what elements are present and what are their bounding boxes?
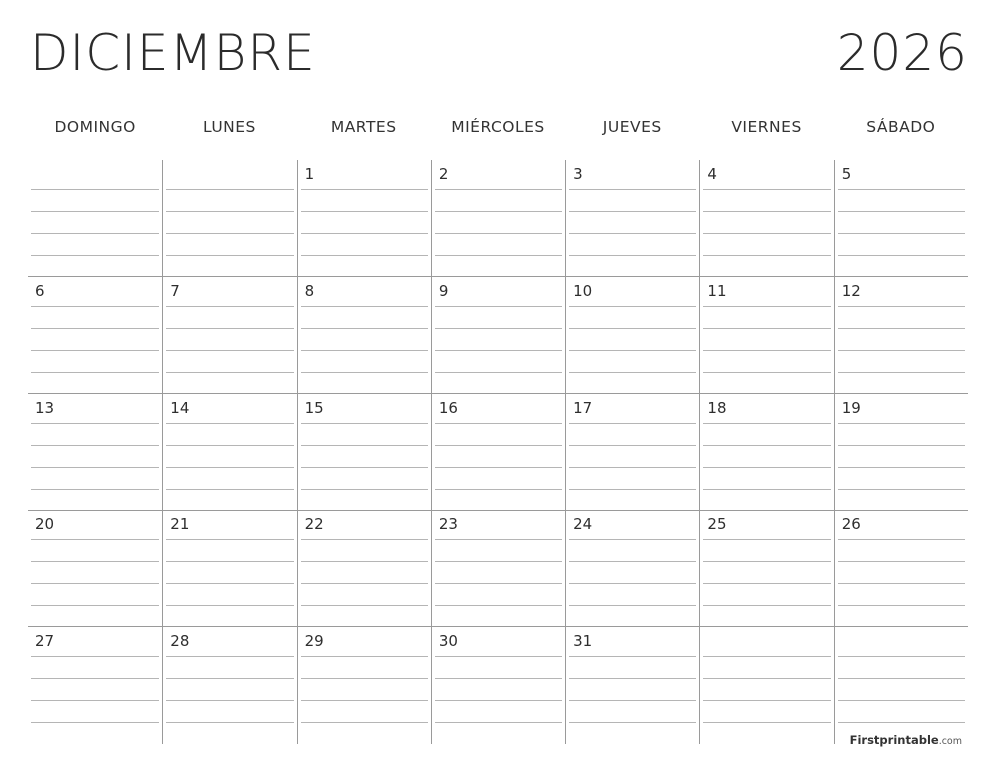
writing-line xyxy=(703,700,830,701)
day-cell xyxy=(28,277,162,394)
writing-line xyxy=(301,328,428,329)
writing-line xyxy=(31,445,159,446)
day-cell xyxy=(162,510,296,627)
writing-line xyxy=(435,583,562,584)
writing-line xyxy=(301,211,428,212)
writing-line xyxy=(703,255,830,256)
day-number: 20 xyxy=(35,515,55,534)
writing-line xyxy=(838,539,965,540)
day-number: 8 xyxy=(304,281,315,300)
writing-line xyxy=(435,211,562,212)
writing-line xyxy=(435,255,562,256)
day-cell xyxy=(28,510,162,627)
day-number: 23 xyxy=(438,515,458,534)
day-number: 29 xyxy=(304,632,324,651)
writing-line xyxy=(31,255,159,256)
writing-line xyxy=(569,211,696,212)
writing-line xyxy=(838,678,965,679)
writing-line xyxy=(838,372,965,373)
day-cell xyxy=(431,627,565,744)
writing-line xyxy=(838,423,965,424)
day-number: 13 xyxy=(35,398,55,417)
weekday-monday: LUNES xyxy=(202,118,256,136)
writing-line xyxy=(166,700,293,701)
writing-line xyxy=(703,561,830,562)
day-cell xyxy=(565,160,699,277)
day-number: 6 xyxy=(35,281,45,300)
writing-line xyxy=(435,189,562,190)
writing-line xyxy=(31,211,159,212)
brand-logo xyxy=(850,733,962,747)
day-number: 21 xyxy=(170,515,190,534)
writing-line xyxy=(435,328,562,329)
writing-line xyxy=(435,678,562,679)
writing-line xyxy=(838,583,965,584)
writing-line xyxy=(166,583,293,584)
day-cell xyxy=(565,277,699,394)
writing-line xyxy=(301,678,428,679)
day-number: 16 xyxy=(438,398,458,417)
writing-line xyxy=(166,539,293,540)
calendar-grid xyxy=(28,160,968,744)
writing-line xyxy=(569,678,696,679)
weekday-header xyxy=(28,118,968,142)
day-cell xyxy=(699,160,833,277)
brand-domain: .com xyxy=(938,736,962,747)
writing-line xyxy=(838,211,965,212)
writing-line xyxy=(301,583,428,584)
writing-line xyxy=(435,233,562,234)
writing-line xyxy=(838,700,965,701)
writing-line xyxy=(838,489,965,490)
day-cell xyxy=(699,394,833,511)
writing-line xyxy=(31,350,159,351)
day-number: 27 xyxy=(35,632,55,651)
day-cell xyxy=(28,394,162,511)
day-cell xyxy=(431,510,565,627)
writing-line xyxy=(435,445,562,446)
writing-line xyxy=(166,189,293,190)
writing-line xyxy=(435,423,562,424)
writing-line xyxy=(838,306,965,307)
day-number: 26 xyxy=(841,515,861,534)
writing-line xyxy=(435,372,562,373)
writing-line xyxy=(703,583,830,584)
writing-line xyxy=(703,211,830,212)
day-cell xyxy=(834,627,968,744)
writing-line xyxy=(301,722,428,723)
writing-line xyxy=(301,700,428,701)
day-cell xyxy=(565,627,699,744)
writing-line xyxy=(31,328,159,329)
day-cell xyxy=(162,277,296,394)
writing-line xyxy=(166,328,293,329)
writing-line xyxy=(31,306,159,307)
writing-line xyxy=(569,467,696,468)
writing-line xyxy=(569,372,696,373)
writing-line xyxy=(166,255,293,256)
day-cell xyxy=(565,510,699,627)
day-number: 18 xyxy=(707,398,727,417)
writing-line xyxy=(435,605,562,606)
writing-line xyxy=(569,583,696,584)
writing-line xyxy=(435,722,562,723)
day-cell xyxy=(297,510,431,627)
writing-line xyxy=(166,350,293,351)
day-number: 15 xyxy=(304,398,324,417)
writing-line xyxy=(703,539,830,540)
writing-line xyxy=(838,722,965,723)
writing-line xyxy=(703,372,830,373)
writing-line xyxy=(166,306,293,307)
writing-line xyxy=(31,561,159,562)
day-cell xyxy=(431,160,565,277)
writing-line xyxy=(569,445,696,446)
day-cell xyxy=(699,277,833,394)
day-number: 31 xyxy=(573,632,593,651)
day-cell xyxy=(834,510,968,627)
writing-line xyxy=(569,189,696,190)
writing-line xyxy=(703,445,830,446)
writing-line xyxy=(435,700,562,701)
writing-line xyxy=(435,539,562,540)
writing-line xyxy=(703,423,830,424)
writing-line xyxy=(435,350,562,351)
writing-line xyxy=(569,423,696,424)
writing-line xyxy=(31,678,159,679)
weekday-friday: VIERNES xyxy=(731,118,802,136)
writing-line xyxy=(569,605,696,606)
writing-line xyxy=(838,350,965,351)
writing-line xyxy=(703,233,830,234)
writing-line xyxy=(301,539,428,540)
weekday-sunday: DOMINGO xyxy=(54,118,136,136)
writing-line xyxy=(569,700,696,701)
writing-line xyxy=(703,350,830,351)
writing-line xyxy=(31,539,159,540)
day-number: 10 xyxy=(573,281,593,300)
writing-line xyxy=(838,467,965,468)
day-cell xyxy=(297,160,431,277)
day-cell xyxy=(28,160,162,277)
day-number: 12 xyxy=(841,281,861,300)
writing-line xyxy=(301,561,428,562)
day-number: 24 xyxy=(573,515,593,534)
writing-line xyxy=(166,656,293,657)
writing-line xyxy=(301,255,428,256)
brand-name: Firstprintable xyxy=(849,733,939,747)
year-title: 2026 xyxy=(836,24,968,82)
day-cell xyxy=(699,627,833,744)
writing-line xyxy=(301,656,428,657)
writing-line xyxy=(703,656,830,657)
writing-line xyxy=(301,306,428,307)
day-number: 17 xyxy=(573,398,593,417)
writing-line xyxy=(166,467,293,468)
writing-line xyxy=(301,372,428,373)
writing-line xyxy=(166,722,293,723)
writing-line xyxy=(166,489,293,490)
writing-line xyxy=(166,372,293,373)
writing-line xyxy=(435,467,562,468)
writing-line xyxy=(838,189,965,190)
day-cell xyxy=(699,510,833,627)
writing-line xyxy=(838,656,965,657)
day-number: 11 xyxy=(707,281,727,300)
writing-line xyxy=(569,722,696,723)
writing-line xyxy=(166,445,293,446)
writing-line xyxy=(569,656,696,657)
writing-line xyxy=(31,700,159,701)
writing-line xyxy=(838,328,965,329)
writing-line xyxy=(569,233,696,234)
writing-line xyxy=(569,539,696,540)
day-cell xyxy=(162,627,296,744)
day-number: 3 xyxy=(573,165,583,183)
writing-line xyxy=(31,722,159,723)
writing-line xyxy=(301,189,428,190)
writing-line xyxy=(435,561,562,562)
writing-line xyxy=(435,306,562,307)
writing-line xyxy=(31,372,159,373)
writing-line xyxy=(703,189,830,190)
writing-line xyxy=(569,350,696,351)
writing-line xyxy=(703,605,830,606)
weekday-wednesday: MIÉRCOLES xyxy=(451,118,545,136)
writing-line xyxy=(703,306,830,307)
writing-line xyxy=(31,605,159,606)
month-title: DICIEMBRE xyxy=(30,24,316,82)
writing-line xyxy=(166,423,293,424)
day-cell xyxy=(834,394,968,511)
writing-line xyxy=(301,489,428,490)
writing-line xyxy=(31,583,159,584)
writing-line xyxy=(838,561,965,562)
writing-line xyxy=(31,489,159,490)
writing-line xyxy=(838,233,965,234)
writing-line xyxy=(166,211,293,212)
day-cell xyxy=(28,627,162,744)
writing-line xyxy=(166,678,293,679)
writing-line xyxy=(166,605,293,606)
writing-line xyxy=(569,255,696,256)
day-cell xyxy=(162,160,296,277)
writing-line xyxy=(435,489,562,490)
writing-line xyxy=(31,656,159,657)
writing-line xyxy=(301,605,428,606)
day-cell xyxy=(834,160,968,277)
writing-line xyxy=(301,423,428,424)
day-cell xyxy=(297,627,431,744)
writing-line xyxy=(838,445,965,446)
day-cell xyxy=(834,277,968,394)
writing-line xyxy=(166,233,293,234)
day-cell xyxy=(431,277,565,394)
writing-line xyxy=(703,467,830,468)
writing-line xyxy=(166,561,293,562)
writing-line xyxy=(569,489,696,490)
writing-line xyxy=(301,233,428,234)
day-number: 19 xyxy=(841,398,861,417)
day-cell xyxy=(297,394,431,511)
writing-line xyxy=(31,467,159,468)
writing-line xyxy=(569,561,696,562)
writing-line xyxy=(301,467,428,468)
writing-line xyxy=(31,233,159,234)
writing-line xyxy=(703,328,830,329)
writing-line xyxy=(301,445,428,446)
writing-line xyxy=(569,328,696,329)
day-number: 7 xyxy=(170,281,180,300)
writing-line xyxy=(703,489,830,490)
day-number: 2 xyxy=(438,165,449,183)
writing-line xyxy=(838,605,965,606)
day-number: 22 xyxy=(304,515,324,534)
day-cell xyxy=(162,394,296,511)
day-number: 5 xyxy=(841,165,852,183)
weekday-thursday: JUEVES xyxy=(602,118,662,136)
day-number: 30 xyxy=(438,632,458,651)
weekday-saturday: SÁBADO xyxy=(866,118,936,136)
writing-line xyxy=(838,255,965,256)
writing-line xyxy=(435,656,562,657)
day-number: 4 xyxy=(707,165,717,183)
writing-line xyxy=(301,350,428,351)
writing-line xyxy=(569,306,696,307)
weekday-tuesday: MARTES xyxy=(330,118,397,136)
day-number: 14 xyxy=(170,398,190,417)
day-cell xyxy=(565,394,699,511)
writing-line xyxy=(703,722,830,723)
writing-line xyxy=(31,423,159,424)
day-cell xyxy=(297,277,431,394)
day-cell xyxy=(431,394,565,511)
day-number: 1 xyxy=(304,165,315,183)
day-number: 9 xyxy=(438,281,449,300)
day-number: 25 xyxy=(707,515,727,534)
day-number: 28 xyxy=(170,632,190,651)
writing-line xyxy=(31,189,159,190)
writing-line xyxy=(703,678,830,679)
